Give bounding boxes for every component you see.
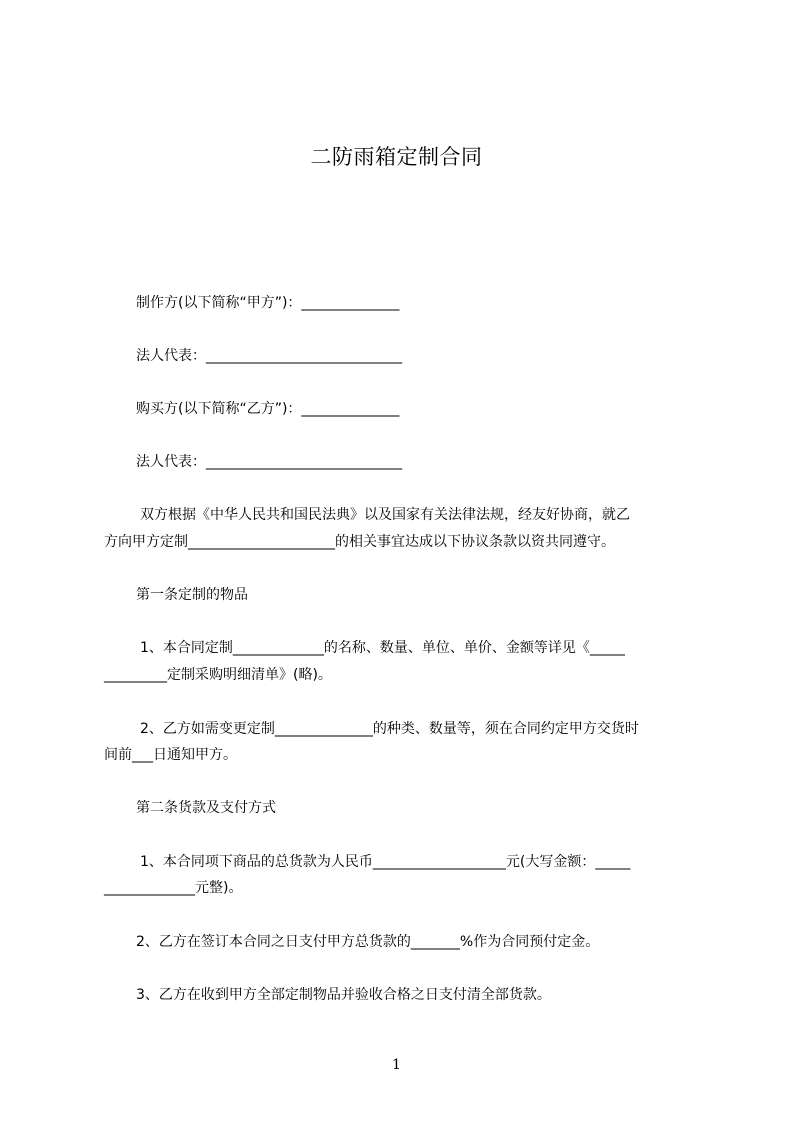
page-number: 1 (392, 1057, 401, 1073)
article-2-heading: 第二条货款及支付方式 (136, 800, 276, 816)
article-2-item-1-line-1: 1、本合同项下商品的总货款为人民币___________________元(大写金额：_____ (140, 854, 631, 870)
article-1-item-2-line-1: 2、乙方如需变更定制______________的种类、数量等，须在合同约定甲方交货时 (140, 721, 639, 737)
intro-paragraph-line-2: 方向甲方定制_____________________的相关事宜达成以下协议条款以资共同遵守。 (104, 534, 615, 550)
buyer-party-field: 购买方(以下简称“乙方”)：______________ (136, 401, 400, 417)
intro-paragraph-line-1: 双方根据《中华人民共和国民法典》以及国家有关法律法规，经友好协商，就乙 (140, 507, 630, 523)
maker-representative-field: 法人代表：____________________________ (136, 348, 402, 364)
article-1-item-2-line-2: 间前___日通知甲方。 (104, 747, 237, 763)
document-title: 二防雨箱定制合同 (310, 145, 483, 169)
buyer-representative-field: 法人代表：____________________________ (136, 454, 402, 470)
article-2-item-3: 3、乙方在收到甲方全部定制物品并验收合格之日支付清全部货款。 (136, 987, 551, 1003)
article-1-item-1-line-2: _________定制采购明细清单》(略)。 (104, 667, 332, 683)
article-2-item-2: 2、乙方在签订本合同之日支付甲方总货款的_______%作为合同预付定金。 (136, 934, 600, 950)
article-1-item-1-line-1: 1、本合同定制_____________的名称、数量、单位、单价、金额等详见《_____ (140, 640, 625, 656)
article-1-heading: 第一条定制的物品 (136, 587, 248, 603)
article-2-item-1-line-2: _____________元整)。 (104, 880, 243, 896)
maker-party-field: 制作方(以下简称“甲方”)：______________ (136, 295, 400, 311)
